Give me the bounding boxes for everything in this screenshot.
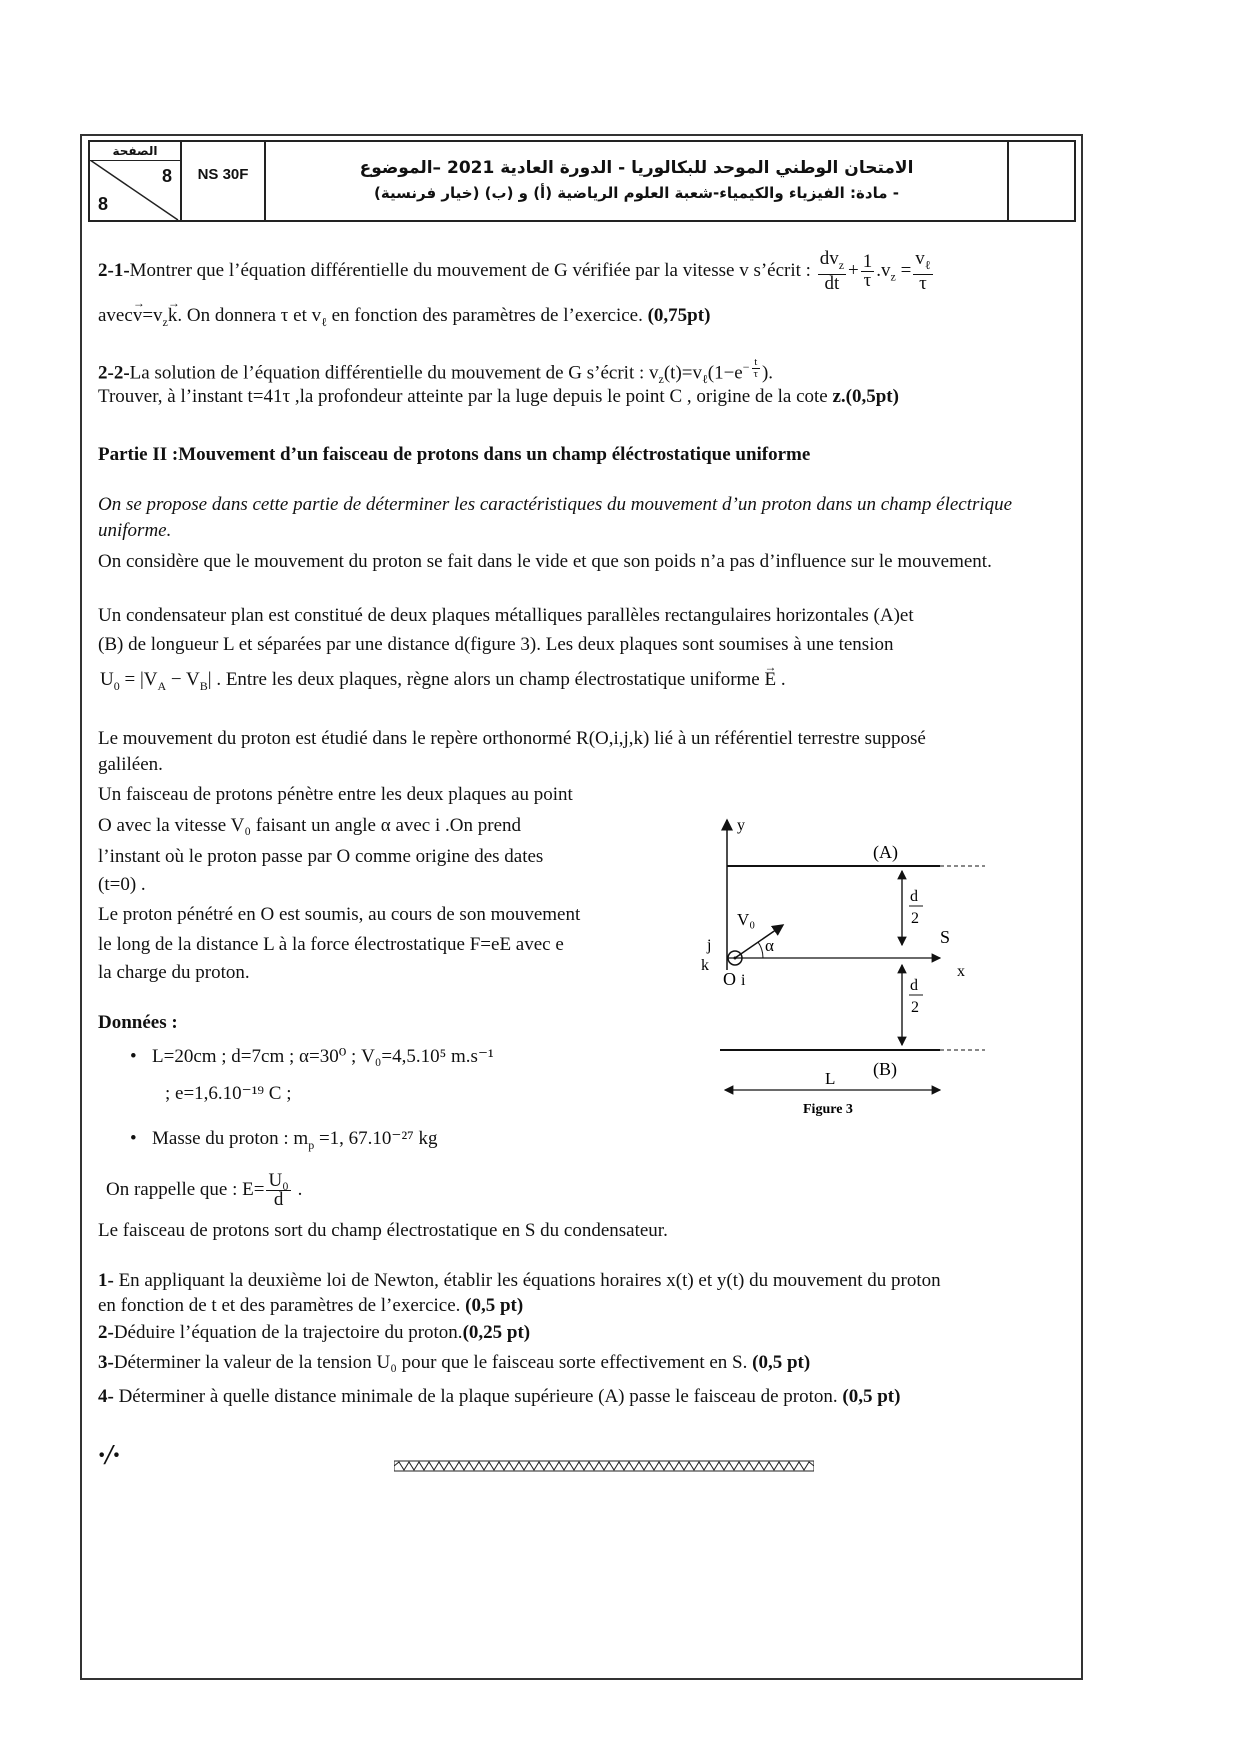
vector-E: → E [765,667,777,693]
donnees-line-2: • Masse du proton : $m_p =1$, 67.10⁻²⁷ kg [130,1128,438,1152]
page-number: 8 [161,166,172,186]
end-separator [394,1460,814,1472]
figure-caption: Figure 3 [803,1102,853,1117]
donnees-line-1b: ; e=1,6.10⁻¹⁹ C ; [165,1083,292,1104]
exam-header [88,140,1076,222]
label-d-bottom: d [910,977,918,994]
paragraph-4-line-2: O avec la vitesse V₀ faisant un angle α avec i .On prend [98,815,522,836]
part-2-paragraph-2b: (B) de longueur L et séparées par une distance d(figure 3). Les deux plaques sont soumises à une tension [98,634,894,655]
page-label: الصفحة [90,142,180,161]
exam-title-line1: الامتحان الوطني الموحد للبكالوريا - الدورة العادية 2021 –الموضوع [359,158,914,178]
part-2-intro: On se propose dans cette partie de déterminer les caractéristiques du mouvement d’un proton dans un champ électrique uniforme. [98,494,1013,541]
label-x: x [957,963,965,980]
paragraph-4-line-1: Un faisceau de protons pénètre entre les deux plaques au point [98,784,573,805]
question-1: 1- En appliquant la deuxième loi de Newton, établir les équations horaires x(t) et y(t) du mouvement du proton [98,1270,941,1291]
rappel: On rappelle que : E= $\frac{\text{U₀}}{d}$ . [106,1170,303,1210]
paragraph-4-line-3: l’instant où le proton passe par O comme origine des dates [98,846,544,867]
label-j: j [707,937,712,954]
label-L: L [825,1069,836,1088]
label-O: O [723,969,736,989]
paragraph-4-line-6: le long de la distance L à la force électrostatique F=eE avec e [98,934,564,955]
page-number-cell [90,142,182,220]
part-2-paragraph-3a: Le mouvement du proton est étudié dans le repère orthonormé R(O,i,j,k) lié à un référentiel terrestre supposé [98,728,926,749]
label-k: k [701,957,709,974]
continuation-mark: ·/· [98,1440,120,1471]
label-2-top: 2 [911,910,919,927]
header-blank-cell [1009,142,1074,220]
exam-title-line2: - مادة: الفيزياء والكيمياء-شعبة العلوم الرياضية (أ) و (ب) (خيار فرنسية) [374,184,899,202]
label-d-top: d [910,888,918,905]
equation-fraction-1-tau: $\frac{1}{\tau}$ [862,250,873,291]
part-2-paragraph-1: On considère que le mouvement du proton se fait dans le vide et que son poids n’a pas d’influence sur le mouvement. [98,551,992,572]
total-pages: 8 [98,194,109,214]
donnees-title: Données : [98,1012,178,1033]
label-i: i [741,972,746,989]
points: (0,75pt) [647,305,711,326]
exam-title-cell [266,142,1009,220]
question-4: 4- Déterminer à quelle distance minimale de la plaque supérieure (A) passe le faisceau de proton. (0,5 pt) [98,1386,901,1407]
label-S: S [940,927,951,947]
exam-code: NS 30F [182,142,266,220]
question-2-1-line2: avec→ $v=v_z\to k$. On donnera τ et $v_\ell$ en fonction des paramètres de l’exercice. (0,75pt) [98,303,710,335]
label-B: (B) [873,1059,897,1079]
part-2-title: Partie II :Mouvement d’un faisceau de protons dans un champ éléctrostatique uniforme [98,444,811,465]
donnees-line-1: • L=20cm ; d=7cm ; α=30⁰ ; V₀=4,5.10⁵ m.s⁻¹ [130,1046,494,1067]
label-alpha: α [765,936,774,955]
paragraph-4-line-5: Le proton pénétré en O est soumis, au cours de son mouvement [98,904,581,925]
question-2-2: 2-2-La solution de l’équation différentielle du mouvement de G s’écrit : $v_z(t)=v_\ell(1-e^{- \frac{t}{\tau}}$ ). [98,355,774,387]
part-2-paragraph-3b: galiléen. [98,754,163,775]
part-2-paragraph-2a: Un condensateur plan est constitué de deux plaques métalliques parallèles rectangulaires horizontales (A)et [98,605,914,626]
paragraph-4-line-7: la charge du proton. [98,962,250,983]
question-number: 2-1- [98,259,130,281]
question-3: 3-Déterminer la valeur de la tension U₀ pour que le faisceau sorte effectivement en S. (0,5 pt) [98,1352,811,1373]
label-y: y [737,817,745,834]
question-2-1: 2-1-Montrer que l’équation différentielle du mouvement de G vérifiée par la vitesse v s’écrit : $\frac{dv_z}{dt}$ + $\frac{1}{\tau}$ $.v_z$ = $\frac{v_\ell}{\tau}$ [98,248,931,294]
part-2-paragraph-2c: $U_0 = |V_A - V_B|$ . Entre les deux plaques, règne alors un champ électrostatique uniforme → E . [100,667,786,699]
paragraph-4-line-4: (t=0) . [98,874,146,895]
equation-fraction-dv: $\frac{dv_z}{dt}$ [819,248,845,294]
vector-v: → v [133,303,143,329]
vector-k: → k [168,303,178,329]
part-2-paragraph-5: Le faisceau de protons sort du champ électrostatique en S du condensateur. [98,1220,668,1241]
vector-V0 [735,925,783,958]
label-A: (A) [873,842,898,862]
question-2: 2-Déduire l’équation de la trajectoire du proton.(0,25 pt) [98,1322,531,1343]
label-V0: V₀ [737,910,756,929]
question-text: Montrer que l’équation différentielle du mouvement de G vérifiée par la vitesse v s’écrit : [129,259,811,281]
figure-3-capacitor [695,815,1025,1140]
equation-fraction-vl-tau: $\frac{v_\ell}{\tau}$ [915,248,931,294]
label-2-bottom: 2 [911,999,919,1016]
question-2-2-line2: Trouver, à l’instant t=41τ ,la profondeur atteinte par la luge depuis le point C , origine de la cote z.(0,5pt) [98,386,899,407]
question-1-line2: en fonction de t et des paramètres de l’exercice. (0,5 pt) [98,1295,524,1316]
